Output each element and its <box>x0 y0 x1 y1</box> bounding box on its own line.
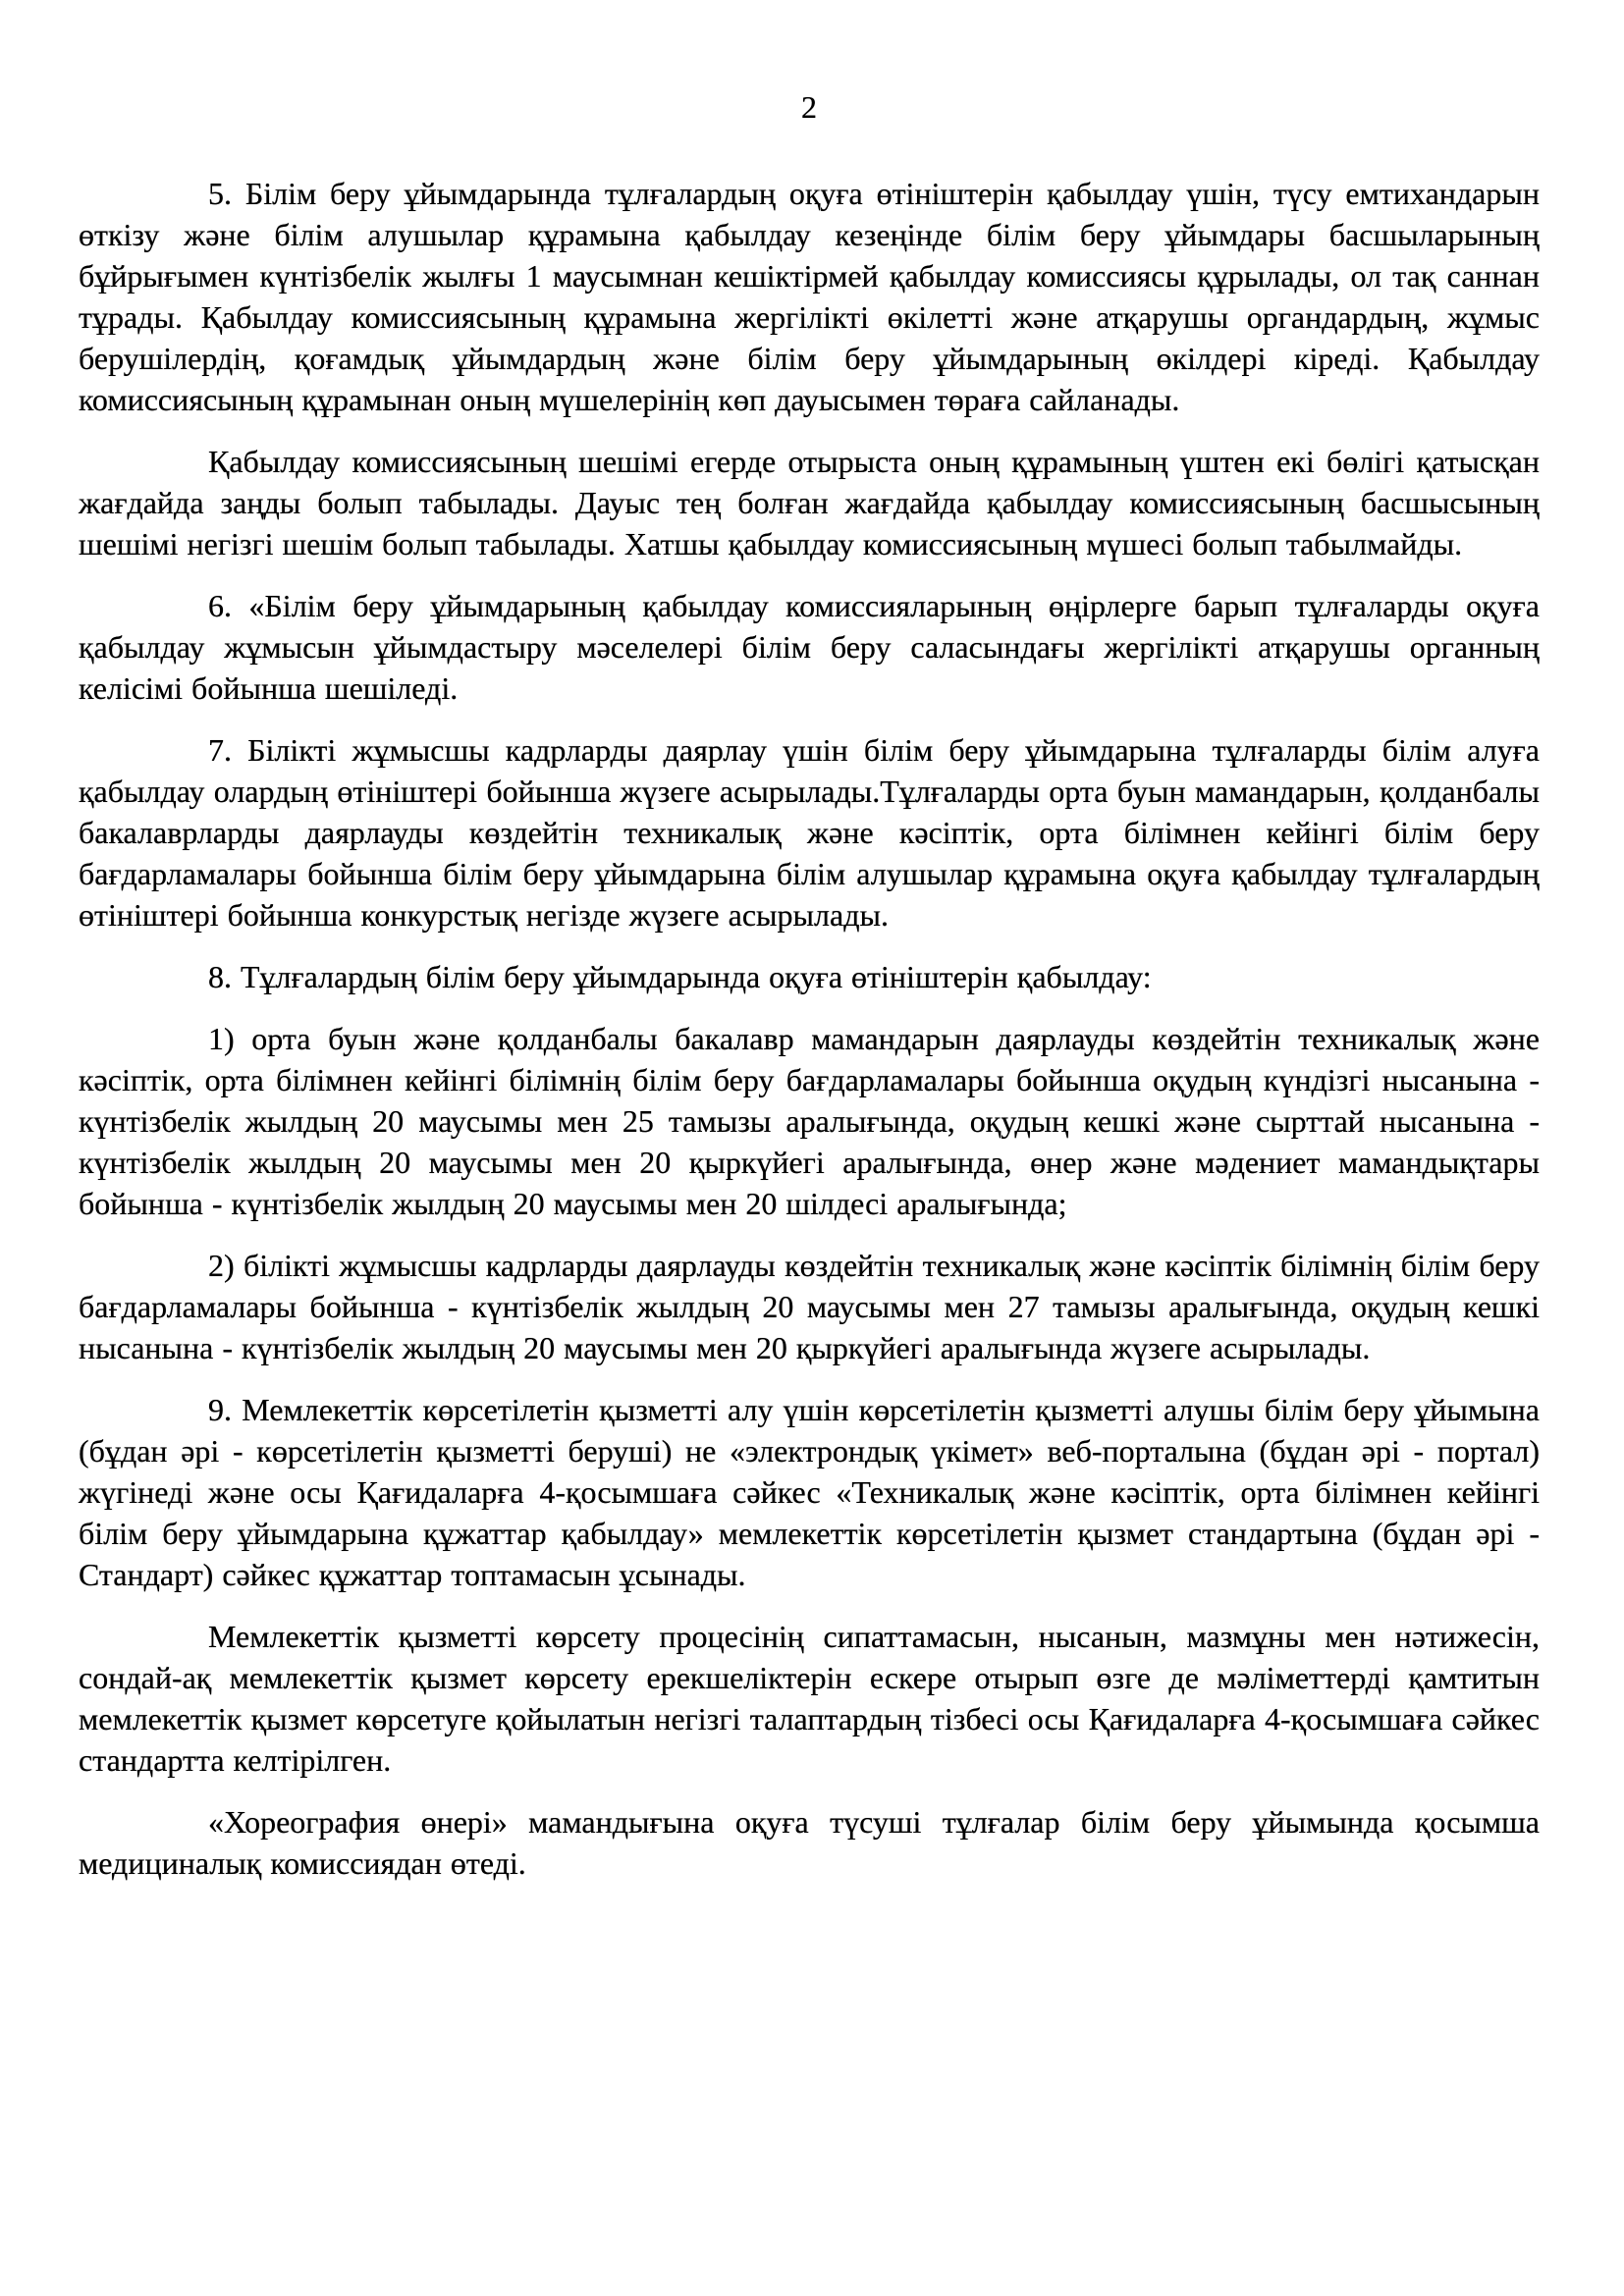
paragraph-point-9: 9. Мемлекеттік көрсетілетін қызметті алу үшін көрсетілетін қызметті алушы білім беру ұйымына (бұдан әрі - көрсетілетін қызметті беруші) не «электрондық үкімет» веб-порталына (бұдан әрі - портал) жүгінеді және осы Қағидаларға 4-қосымшаға сәйкес «Техникалық және кәсіптік, орта білімнен кейінгі білім беру ұйымдарына құжаттар қабылдау» мемлекеттік көрсетілетін қызмет стандартына (бұдан әрі - Стандарт) сәйкес құжаттар топтамасын ұсынады. <box>79 1392 1540 1592</box>
document-page <box>79 86 1540 1904</box>
paragraph-point-6: 6. «Білім беру ұйымдарының қабылдау комиссияларының өңірлерге барып тұлғаларды оқуға қабылдау жұмысын ұйымдастыру мәселелері білім беру саласындағы жергілікті атқарушы органның келісімі бойынша шешіледі. <box>79 588 1540 706</box>
paragraph-subpoint-1: 1) орта буын және қолданбалы бакалавр мамандарын даярлауды көздейтін техникалық және кәсіптік, орта білімнен кейінгі білімнің білім беру бағдарламалары бойынша оқудың күндізгі нысанына - күнтізбелік жылдың 20 маусымы мен 25 тамызы аралығында, оқудың кешкі және сырттай нысанына - күнтізбелік жылдың 20 маусымы мен 20 қыркүйегі аралығында, өнер және мәдениет мамандықтары бойынша - күнтізбелік жылдың 20 маусымы мен 20 шілдесі аралығында; <box>79 1021 1540 1221</box>
page-number: 2 <box>801 89 817 125</box>
paragraph-choreography: «Хореография өнері» мамандығына оқуға түсуші тұлғалар білім беру ұйымында қосымша медициналық комиссиядан өтеді. <box>79 1804 1540 1881</box>
paragraph-point-5: 5. Білім беру ұйымдарында тұлғалардың оқуға өтініштерін қабылдау үшін, түсу емтихандарын өткізу және білім алушылар құрамына қабылдау кезеңінде білім беру ұйымдары басшыларының бұйрығымен күнтізбелік жылғы 1 маусымнан кешіктірмей қабылдау комиссиясы құрылады, ол тақ саннан тұрады. Қабылдау комиссиясының құрамына жергілікті өкілетті және атқарушы органдардың, жұмыс берушілердің, қоғамдық ұйымдардың және білім беру ұйымдарының өкілдері кіреді. Қабылдау комиссиясының құрамынан оның мүшелерінің көп дауысымен төраға сайланады. <box>79 176 1540 417</box>
paragraph-commission-decision: Қабылдау комиссиясының шешімі егерде отырыста оның құрамының үштен екі бөлігі қатысқан жағдайда заңды болып табылады. Дауыс тең болған жағдайда қабылдау комиссиясының басшысының шешімі негізгі шешім болып табылады. Хатшы қабылдау комиссиясының мүшесі болып табылмайды. <box>79 444 1540 561</box>
paragraph-point-8: 8. Тұлғалардың білім беру ұйымдарында оқуға өтініштерін қабылдау: <box>208 959 1152 994</box>
paragraph-service-description: Мемлекеттік қызметті көрсету процесінің сипаттамасын, нысанын, мазмұны мен нәтижесін, сондай-ақ мемлекеттік қызмет көрсету ерекшеліктерін ескере отырып өзге де мәліметтерді қамтитын мемлекеттік қызмет көрсетуге қойылатын негізгі талаптардың тізбесі осы Қағидаларға 4-қосымшаға сәйкес стандартта келтірілген. <box>79 1619 1540 1778</box>
paragraph-point-7: 7. Білікті жұмысшы кадрларды даярлау үшін білім беру ұйымдарына тұлғаларды білім алуға қабылдау олардың өтініштері бойынша жүзеге асырылады.Тұлғаларды орта буын мамандарын, қолданбалы бакалаврларды даярлауды көздейтін техникалық және кәсіптік, орта білімнен кейінгі білім беру бағдарламалары бойынша білім беру ұйымдарына білім алушылар құрамына оқуға қабылдау тұлғалардың өтініштері бойынша конкурстық негізде жүзеге асырылады. <box>79 732 1540 933</box>
paragraph-subpoint-2: 2) білікті жұмысшы кадрларды даярлауды көздейтін техникалық және кәсіптік білімнің білім беру бағдарламалары бойынша - күнтізбелік жылдың 20 маусымы мен 27 тамызы аралығында, оқудың кешкі нысанына - күнтізбелік жылдың 20 маусымы мен 20 қыркүйегі аралығында жүзеге асырылады. <box>79 1248 1540 1365</box>
